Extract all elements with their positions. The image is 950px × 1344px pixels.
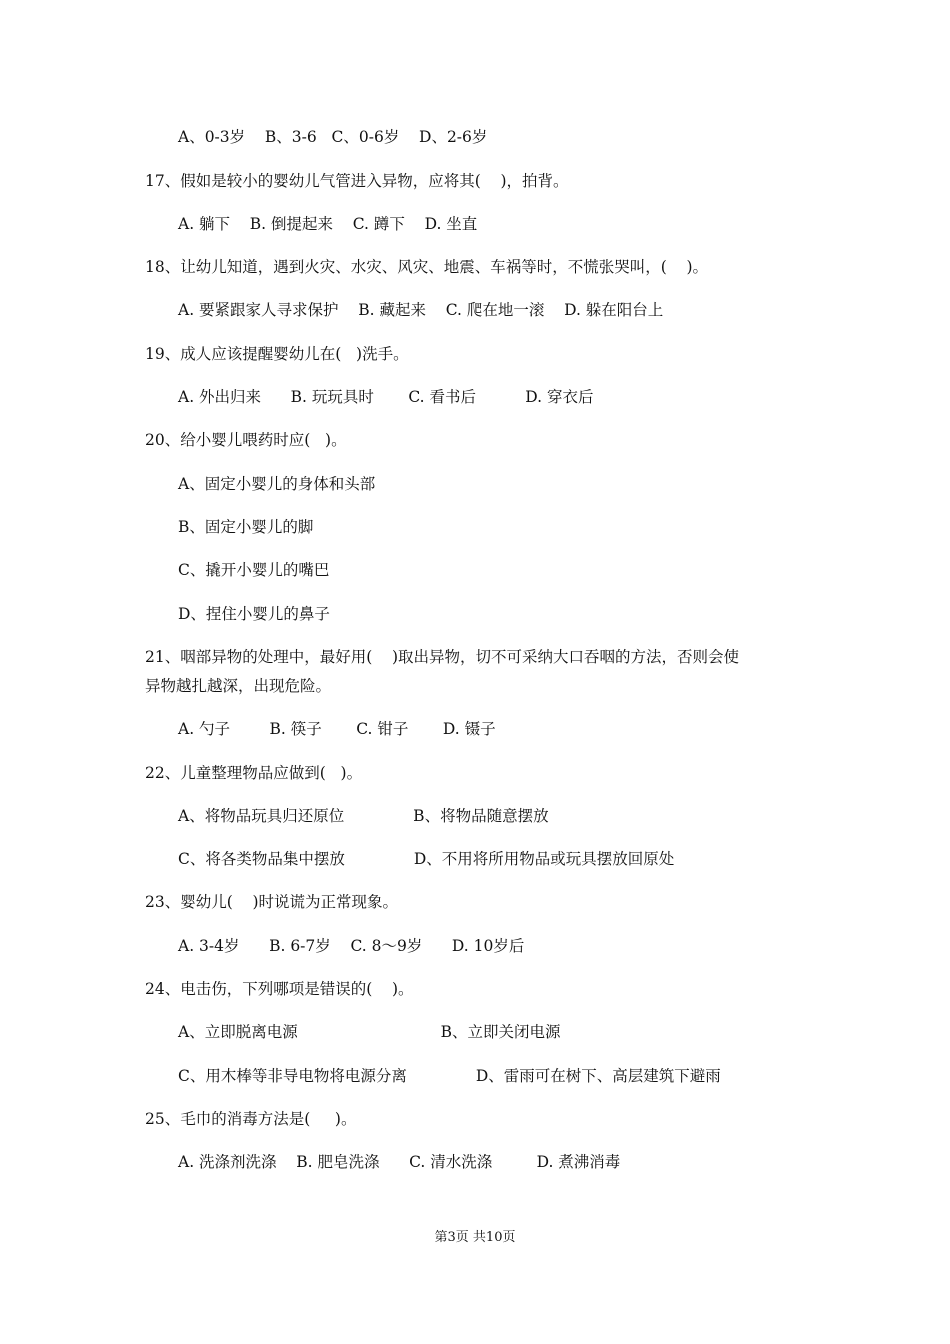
question-25: 25、毛巾的消毒方法是( )。 xyxy=(145,1110,357,1128)
question-23: 23、婴幼儿( )时说谎为正常现象。 xyxy=(145,893,399,911)
options-22-ab: A、将物品玩具归还原位 B、将物品随意摆放 xyxy=(178,807,549,825)
options-24-ab: A、立即脱离电源 B、立即关闭电源 xyxy=(178,1023,561,1041)
page-footer: 第3页 共10页 xyxy=(434,1230,516,1245)
options-22-cd: C、将各类物品集中摆放 D、不用将所用物品或玩具摆放回原处 xyxy=(178,850,675,868)
question-24: 24、电击伤，下列哪项是错误的( )。 xyxy=(145,980,414,998)
option-20-a: A、固定小婴儿的身体和头部 xyxy=(178,475,376,493)
options-23: A. 3-4岁 B. 6-7岁 C. 8～9岁 D. 10岁后 xyxy=(178,937,525,955)
options-24-cd: C、用木棒等非导电物将电源分离 D、雷雨可在树下、高层建筑下避雨 xyxy=(178,1067,721,1085)
question-20: 20、给小婴儿喂药时应( )。 xyxy=(145,431,347,449)
question-18: 18、让幼儿知道，遇到火灾、水灾、风灾、地震、车祸等时，不慌张哭叫，( )。 xyxy=(145,258,709,276)
options-18: A. 要紧跟家人寻求保护 B. 藏起来 C. 爬在地一滚 D. 躲在阳台上 xyxy=(178,301,664,319)
option-20-d: D、捏住小婴儿的鼻子 xyxy=(178,605,330,623)
question-21: 21、咽部异物的处理中，最好用( )取出异物，切不可采纳大口吞咽的方法，否则会使 xyxy=(145,648,740,666)
options-21: A. 勺子 B. 筷子 C. 钳子 D. 镊子 xyxy=(178,720,496,738)
option-20-b: B、固定小婴儿的脚 xyxy=(178,518,314,536)
question-17: 17、假如是较小的婴幼儿气管进入异物，应将其( )，拍背。 xyxy=(145,172,569,190)
question-22: 22、儿童整理物品应做到( )。 xyxy=(145,764,363,782)
question-21-cont: 异物越扎越深，出现危险。 xyxy=(145,677,332,695)
question-19: 19、成人应该提醒婴幼儿在( )洗手。 xyxy=(145,345,409,363)
option-20-c: C、撬开小婴儿的嘴巴 xyxy=(178,561,330,579)
options-17: A. 躺下 B. 倒提起来 C. 蹲下 D. 坐直 xyxy=(178,215,478,233)
options-25: A. 洗涤剂洗涤 B. 肥皂洗涤 C. 清水洗涤 D. 煮沸消毒 xyxy=(178,1153,621,1171)
options-16: A、0-3岁 B、3-6 C、0-6岁 D、2-6岁 xyxy=(178,128,488,146)
options-19: A. 外出归来 B. 玩玩具时 C. 看书后 D. 穿衣后 xyxy=(178,388,594,406)
